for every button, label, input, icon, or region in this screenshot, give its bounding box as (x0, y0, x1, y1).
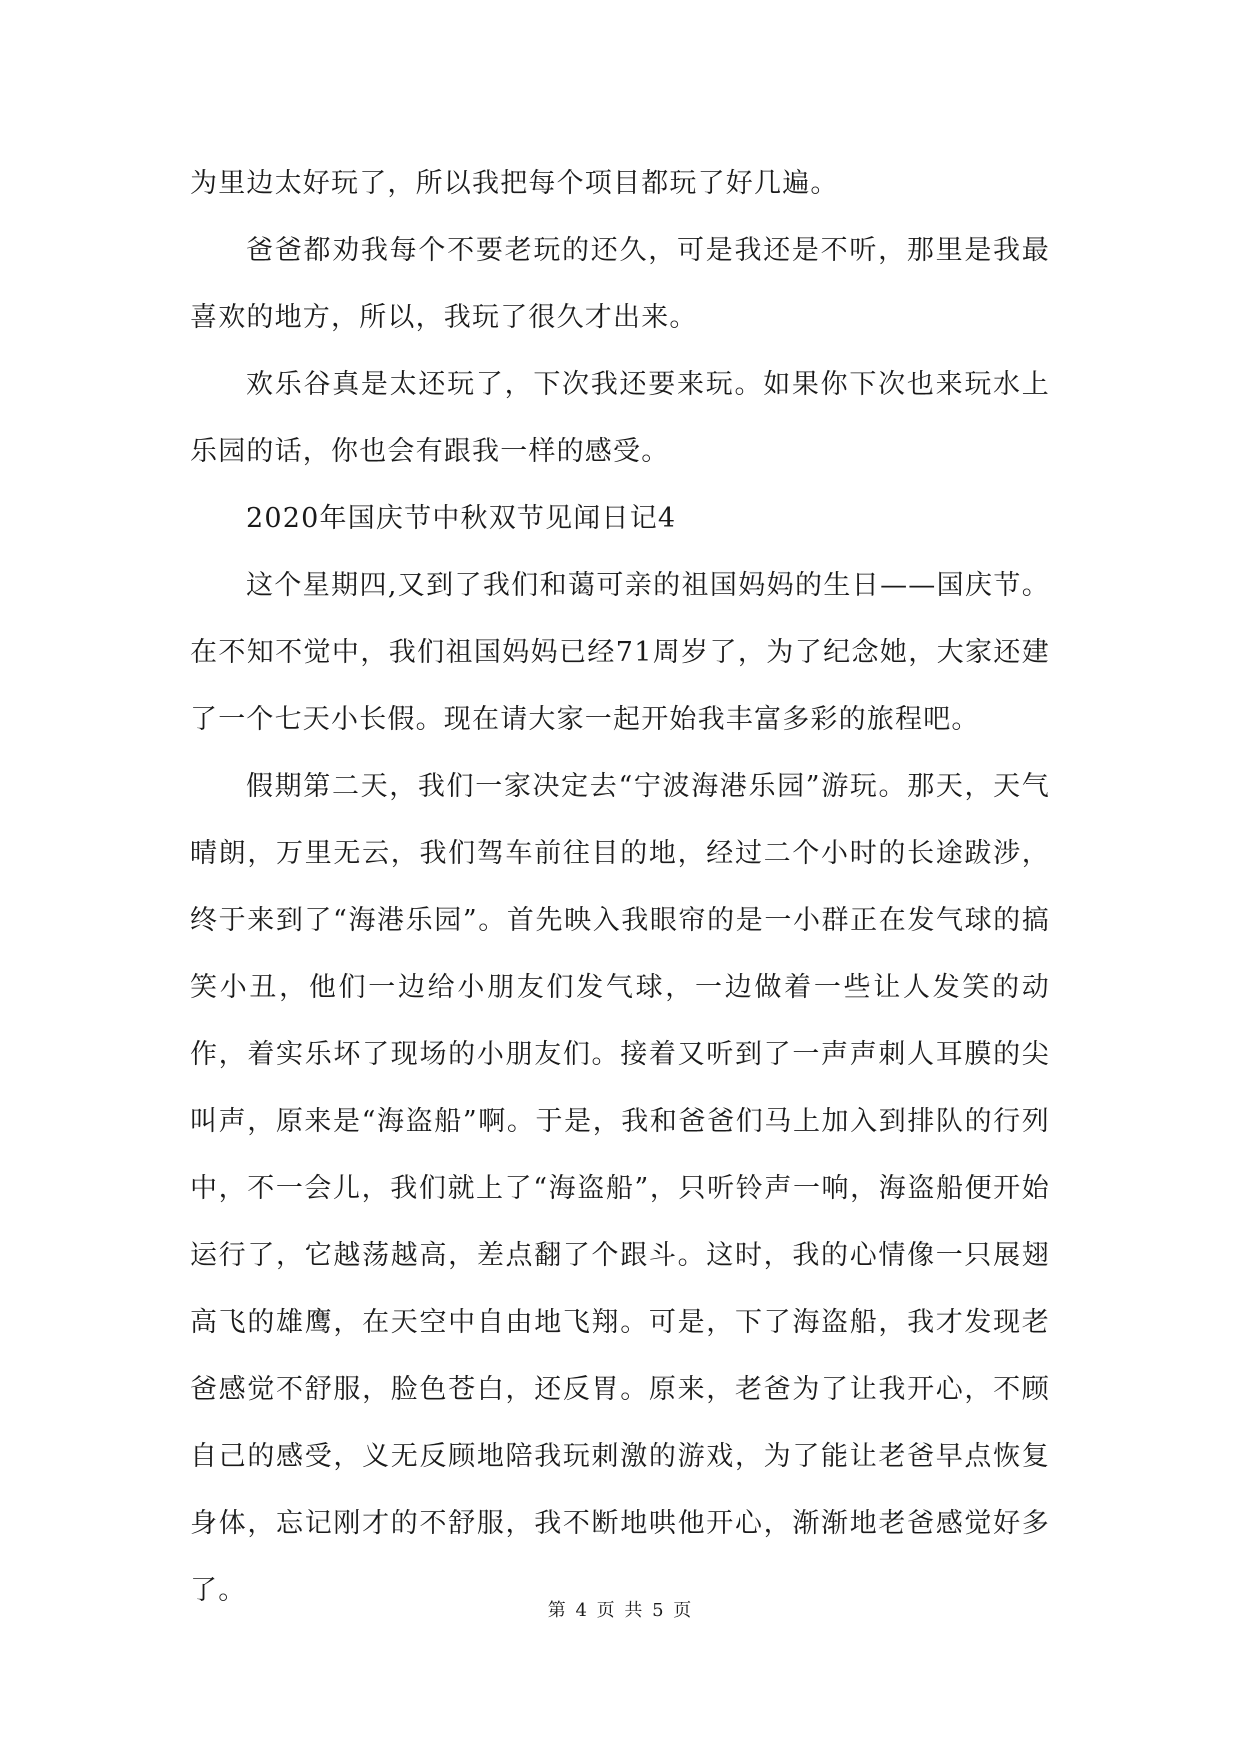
page-number-footer: 第 4 页 共 5 页 (547, 1600, 694, 1621)
paragraph: 欢乐谷真是太还玩了，下次我还要来玩。如果你下次也来玩水上乐园的话，你也会有跟我一样的感受。 (190, 369, 1050, 467)
paragraph: 这个星期四,又到了我们和蔼可亲的祖国妈妈的生日——国庆节。在不知不觉中，我们祖国妈妈已经71周岁了，为了纪念她，大家还建了一个七天小长假。现在请大家一起开始我丰富多彩的旅程吧。 (190, 570, 1050, 735)
section-heading: 2020年国庆节中秋双节见闻日记4 (246, 503, 677, 534)
paragraph: 假期第二天，我们一家决定去“宁波海港乐园”游玩。那天，天气晴朗，万里无云，我们驾车前往目的地，经过二个小时的长途跋涉，终于来到了“海港乐园”。首先映入我眼帘的是一小群正在发气球的搞笑小丑，他们一边给小朋友们发气球，一边做着一些让人发笑的动作，着实乐坏了现场的小朋友们。接着又听到了一声声刺人耳膜的尖叫声，原来是“海盗船”啊。于是，我和爸爸们马上加入到排队的行列中，不一会儿，我们就上了“海盗船”，只听铃声一响，海盗船便开始运行了，它越荡越高，差点翻了个跟斗。这时，我的心情像一只展翅高飞的雄鹰，在天空中自由地飞翔。可是，下了海盗船，我才发现老爸感觉不舒服，脸色苍白，还反胃。原来，老爸为了让我开心，不顾自己的感受，义无反顾地陪我玩刺激的游戏，为了能让老爸早点恢复身体，忘记刚才的不舒服，我不断地哄他开心，渐渐地老爸感觉好多了。 (190, 771, 1050, 1606)
document-body (190, 150, 1050, 1624)
paragraph-continuation: 为里边太好玩了，所以我把每个项目都玩了好几遍。 (190, 168, 839, 199)
paragraph: 爸爸都劝我每个不要老玩的还久，可是我还是不听，那里是我最喜欢的地方，所以，我玩了很久才出来。 (190, 235, 1050, 333)
